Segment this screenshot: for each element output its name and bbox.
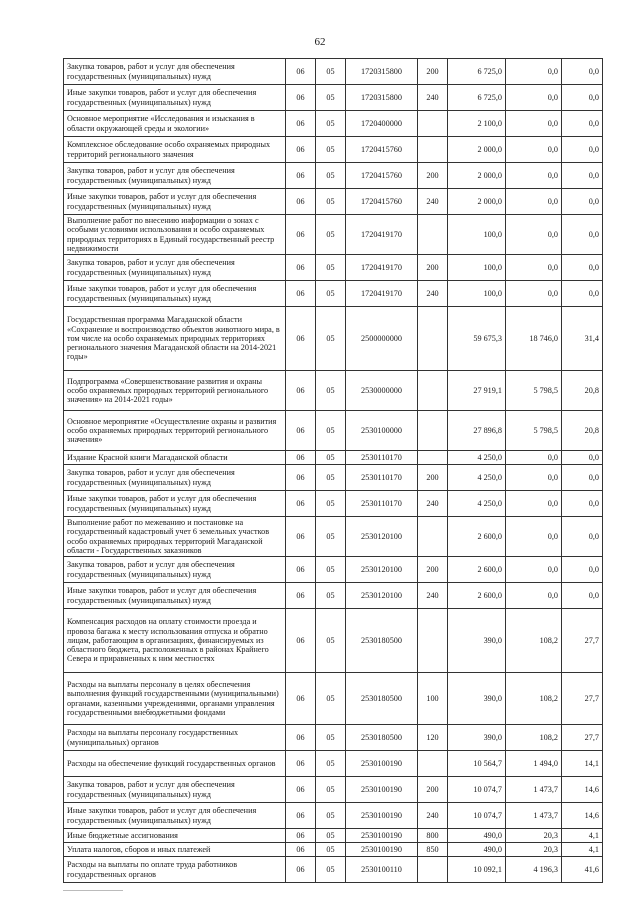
table-row: [64, 857, 603, 883]
expense-type-code: [418, 751, 448, 777]
target-article-code: 2530120100: [346, 557, 418, 583]
planned-amount: 390,0: [448, 673, 506, 725]
expense-type-code: [418, 371, 448, 411]
execution-percent: 0,0: [562, 189, 603, 215]
subsection-code: 05: [316, 451, 346, 465]
section-code: 06: [286, 59, 316, 85]
row-name: Подпрограмма «Совершенствование развития и охраны особо охраняемых природных территорий регионального значения» на 2014-2021 годы»: [64, 371, 286, 411]
expense-type-code: 200: [418, 557, 448, 583]
table-row: [64, 777, 603, 803]
execution-percent: 14,1: [562, 751, 603, 777]
execution-percent: 0,0: [562, 451, 603, 465]
executed-amount: 0,0: [506, 163, 562, 189]
expense-type-code: [418, 111, 448, 137]
row-name: Иные закупки товаров, работ и услуг для обеспечения государственных (муниципальных) нужд: [64, 189, 286, 215]
section-code: 06: [286, 751, 316, 777]
expense-type-code: 240: [418, 281, 448, 307]
table-row: [64, 189, 603, 215]
page-number: 62: [314, 36, 326, 48]
execution-percent: 27,7: [562, 725, 603, 751]
expense-type-code: 240: [418, 189, 448, 215]
footer-rule: [63, 890, 123, 891]
section-code: 06: [286, 857, 316, 883]
row-name: Иные бюджетные ассигнования: [64, 829, 286, 843]
expense-type-code: [418, 857, 448, 883]
execution-percent: 41,6: [562, 857, 603, 883]
planned-amount: 2 600,0: [448, 557, 506, 583]
planned-amount: 10 074,7: [448, 777, 506, 803]
target-article-code: 2530100190: [346, 843, 418, 857]
target-article-code: 1720415760: [346, 137, 418, 163]
table-row: [64, 803, 603, 829]
section-code: 06: [286, 609, 316, 673]
target-article-code: 2530180500: [346, 673, 418, 725]
execution-percent: 20,8: [562, 411, 603, 451]
table-row: [64, 829, 603, 843]
execution-percent: 20,8: [562, 371, 603, 411]
section-code: 06: [286, 411, 316, 451]
expense-type-code: 200: [418, 255, 448, 281]
row-name: Уплата налогов, сборов и иных платежей: [64, 843, 286, 857]
row-name: Компенсация расходов на оплату стоимости проезда и провоза багажа к месту использования отпуска и обратно лицам, работающим в организациях, финансируемых из областного бюджета, расположенных в районах Крайнего Севера и приравненных к ним местностях: [64, 609, 286, 673]
section-code: 06: [286, 281, 316, 307]
section-code: 06: [286, 465, 316, 491]
subsection-code: 05: [316, 777, 346, 803]
section-code: 06: [286, 777, 316, 803]
subsection-code: 05: [316, 215, 346, 255]
planned-amount: 490,0: [448, 829, 506, 843]
section-code: 06: [286, 255, 316, 281]
row-name: Расходы на выплаты персоналу государственных (муниципальных) органов: [64, 725, 286, 751]
section-code: 06: [286, 725, 316, 751]
target-article-code: 1720415760: [346, 163, 418, 189]
executed-amount: 0,0: [506, 85, 562, 111]
planned-amount: 100,0: [448, 215, 506, 255]
row-name: Выполнение работ по межеванию и постановке на государственный кадастровый учет 6 земельных участков особо охраняемых природных территорий Магаданской области - Государственных заказников: [64, 517, 286, 557]
executed-amount: 0,0: [506, 255, 562, 281]
planned-amount: 4 250,0: [448, 465, 506, 491]
planned-amount: 390,0: [448, 609, 506, 673]
execution-percent: 0,0: [562, 137, 603, 163]
target-article-code: 2530100110: [346, 857, 418, 883]
planned-amount: 4 250,0: [448, 491, 506, 517]
target-article-code: 2530180500: [346, 609, 418, 673]
expense-type-code: 200: [418, 777, 448, 803]
expense-type-code: 240: [418, 803, 448, 829]
table-row: [64, 725, 603, 751]
executed-amount: 5 798,5: [506, 371, 562, 411]
row-name: Государственная программа Магаданской области «Сохранение и воспроизводство объектов животного мира, в том числе на особо охраняемых природных территориях регионального значения Магаданской области на 2014-2021 годы»: [64, 307, 286, 371]
expense-type-code: [418, 137, 448, 163]
planned-amount: 27 919,1: [448, 371, 506, 411]
expense-type-code: [418, 451, 448, 465]
target-article-code: 1720419170: [346, 255, 418, 281]
subsection-code: 05: [316, 189, 346, 215]
subsection-code: 05: [316, 751, 346, 777]
executed-amount: 0,0: [506, 451, 562, 465]
planned-amount: 490,0: [448, 843, 506, 857]
executed-amount: 0,0: [506, 583, 562, 609]
planned-amount: 100,0: [448, 255, 506, 281]
target-article-code: 2530100190: [346, 777, 418, 803]
table-row: [64, 307, 603, 371]
table-row: [64, 215, 603, 255]
executed-amount: 0,0: [506, 111, 562, 137]
executed-amount: 0,0: [506, 491, 562, 517]
subsection-code: 05: [316, 843, 346, 857]
row-name: Закупка товаров, работ и услуг для обеспечения государственных (муниципальных) нужд: [64, 465, 286, 491]
target-article-code: 2530000000: [346, 371, 418, 411]
executed-amount: 0,0: [506, 517, 562, 557]
target-article-code: 1720415760: [346, 189, 418, 215]
section-code: 06: [286, 803, 316, 829]
subsection-code: 05: [316, 609, 346, 673]
expense-type-code: 240: [418, 583, 448, 609]
executed-amount: 0,0: [506, 465, 562, 491]
subsection-code: 05: [316, 857, 346, 883]
execution-percent: 0,0: [562, 557, 603, 583]
row-name: Комплексное обследование особо охраняемых природных территорий регионального значения: [64, 137, 286, 163]
planned-amount: 6 725,0: [448, 59, 506, 85]
section-code: 06: [286, 583, 316, 609]
subsection-code: 05: [316, 371, 346, 411]
table-row: [64, 583, 603, 609]
subsection-code: 05: [316, 829, 346, 843]
table-row: [64, 751, 603, 777]
planned-amount: 2 100,0: [448, 111, 506, 137]
target-article-code: 1720400000: [346, 111, 418, 137]
row-name: Закупка товаров, работ и услуг для обеспечения государственных (муниципальных) нужд: [64, 557, 286, 583]
executed-amount: 20,3: [506, 843, 562, 857]
table-row: [64, 85, 603, 111]
subsection-code: 05: [316, 111, 346, 137]
target-article-code: 2500000000: [346, 307, 418, 371]
table-row: [64, 255, 603, 281]
planned-amount: 6 725,0: [448, 85, 506, 111]
execution-percent: 0,0: [562, 517, 603, 557]
table-row: [64, 137, 603, 163]
planned-amount: 10 092,1: [448, 857, 506, 883]
execution-percent: 0,0: [562, 215, 603, 255]
target-article-code: 2530120100: [346, 583, 418, 609]
execution-percent: 0,0: [562, 255, 603, 281]
row-name: Иные закупки товаров, работ и услуг для обеспечения государственных (муниципальных) нужд: [64, 281, 286, 307]
executed-amount: 18 746,0: [506, 307, 562, 371]
executed-amount: 108,2: [506, 673, 562, 725]
section-code: 06: [286, 517, 316, 557]
table-row: [64, 491, 603, 517]
expense-type-code: 240: [418, 491, 448, 517]
expense-type-code: [418, 411, 448, 451]
table-row: [64, 557, 603, 583]
table-row: [64, 411, 603, 451]
section-code: 06: [286, 137, 316, 163]
section-code: 06: [286, 491, 316, 517]
execution-percent: 4,1: [562, 829, 603, 843]
target-article-code: 2530110170: [346, 491, 418, 517]
row-name: Иные закупки товаров, работ и услуг для обеспечения государственных (муниципальных) нужд: [64, 491, 286, 517]
execution-percent: 31,4: [562, 307, 603, 371]
target-article-code: 1720419170: [346, 215, 418, 255]
table-row: [64, 843, 603, 857]
planned-amount: 2 000,0: [448, 163, 506, 189]
budget-table: [63, 58, 603, 883]
executed-amount: 5 798,5: [506, 411, 562, 451]
row-name: Иные закупки товаров, работ и услуг для обеспечения государственных (муниципальных) нужд: [64, 583, 286, 609]
executed-amount: 0,0: [506, 281, 562, 307]
planned-amount: 10 564,7: [448, 751, 506, 777]
row-name: Закупка товаров, работ и услуг для обеспечения государственных (муниципальных) нужд: [64, 163, 286, 189]
execution-percent: 0,0: [562, 59, 603, 85]
subsection-code: 05: [316, 59, 346, 85]
expense-type-code: 200: [418, 163, 448, 189]
subsection-code: 05: [316, 465, 346, 491]
execution-percent: 0,0: [562, 465, 603, 491]
table-row: [64, 465, 603, 491]
table-row: [64, 517, 603, 557]
execution-percent: 0,0: [562, 163, 603, 189]
row-name: Закупка товаров, работ и услуг для обеспечения государственных (муниципальных) нужд: [64, 255, 286, 281]
table-row: [64, 59, 603, 85]
expense-type-code: 200: [418, 465, 448, 491]
expense-type-code: 240: [418, 85, 448, 111]
expense-type-code: 850: [418, 843, 448, 857]
table-row: [64, 371, 603, 411]
executed-amount: 108,2: [506, 725, 562, 751]
execution-percent: 0,0: [562, 583, 603, 609]
expense-type-code: 200: [418, 59, 448, 85]
row-name: Закупка товаров, работ и услуг для обеспечения государственных (муниципальных) нужд: [64, 777, 286, 803]
section-code: 06: [286, 829, 316, 843]
row-name: Выполнение работ по внесению информации о зонах с особыми условиями использования и особо охраняемых природных территориях в Единый государственный реестр недвижимости: [64, 215, 286, 255]
row-name: Расходы на выплаты по оплате труда работников государственных органов: [64, 857, 286, 883]
executed-amount: 0,0: [506, 59, 562, 85]
planned-amount: 10 074,7: [448, 803, 506, 829]
executed-amount: 4 196,3: [506, 857, 562, 883]
planned-amount: 59 675,3: [448, 307, 506, 371]
subsection-code: 05: [316, 411, 346, 451]
section-code: 06: [286, 557, 316, 583]
expense-type-code: [418, 609, 448, 673]
execution-percent: 14,6: [562, 777, 603, 803]
expense-type-code: 100: [418, 673, 448, 725]
planned-amount: 2 000,0: [448, 137, 506, 163]
row-name: Основное мероприятие «Исследования и изыскания в области окружающей среды и экологии»: [64, 111, 286, 137]
section-code: 06: [286, 843, 316, 857]
executed-amount: 20,3: [506, 829, 562, 843]
planned-amount: 2 000,0: [448, 189, 506, 215]
execution-percent: 27,7: [562, 673, 603, 725]
planned-amount: 2 600,0: [448, 517, 506, 557]
planned-amount: 2 600,0: [448, 583, 506, 609]
execution-percent: 0,0: [562, 111, 603, 137]
expense-type-code: 120: [418, 725, 448, 751]
section-code: 06: [286, 189, 316, 215]
section-code: 06: [286, 371, 316, 411]
executed-amount: 1 473,7: [506, 777, 562, 803]
subsection-code: 05: [316, 163, 346, 189]
row-name: Издание Красной книги Магаданской области: [64, 451, 286, 465]
subsection-code: 05: [316, 557, 346, 583]
subsection-code: 05: [316, 255, 346, 281]
subsection-code: 05: [316, 85, 346, 111]
executed-amount: 108,2: [506, 609, 562, 673]
executed-amount: 0,0: [506, 189, 562, 215]
target-article-code: 1720315800: [346, 85, 418, 111]
target-article-code: 1720315800: [346, 59, 418, 85]
subsection-code: 05: [316, 491, 346, 517]
row-name: Закупка товаров, работ и услуг для обеспечения государственных (муниципальных) нужд: [64, 59, 286, 85]
target-article-code: 2530110170: [346, 465, 418, 491]
execution-percent: 27,7: [562, 609, 603, 673]
section-code: 06: [286, 307, 316, 371]
table-row: [64, 111, 603, 137]
expense-type-code: 800: [418, 829, 448, 843]
section-code: 06: [286, 673, 316, 725]
subsection-code: 05: [316, 673, 346, 725]
subsection-code: 05: [316, 517, 346, 557]
subsection-code: 05: [316, 583, 346, 609]
subsection-code: 05: [316, 137, 346, 163]
table-row: [64, 673, 603, 725]
section-code: 06: [286, 451, 316, 465]
executed-amount: 1 494,0: [506, 751, 562, 777]
target-article-code: 2530100190: [346, 803, 418, 829]
row-name: Иные закупки товаров, работ и услуг для обеспечения государственных (муниципальных) нужд: [64, 85, 286, 111]
expense-type-code: [418, 215, 448, 255]
target-article-code: 2530180500: [346, 725, 418, 751]
table-row: [64, 451, 603, 465]
section-code: 06: [286, 111, 316, 137]
target-article-code: 2530100190: [346, 751, 418, 777]
row-name: Расходы на обеспечение функций государственных органов: [64, 751, 286, 777]
target-article-code: 2530110170: [346, 451, 418, 465]
execution-percent: 0,0: [562, 281, 603, 307]
executed-amount: 0,0: [506, 557, 562, 583]
row-name: Расходы на выплаты персоналу в целях обеспечения выполнения функций государственными (муниципальными) органами, казенными учреждениями, органами управления государственными внебюджетными фондами: [64, 673, 286, 725]
subsection-code: 05: [316, 803, 346, 829]
target-article-code: 2530120100: [346, 517, 418, 557]
expense-type-code: [418, 307, 448, 371]
executed-amount: 1 473,7: [506, 803, 562, 829]
target-article-code: 1720419170: [346, 281, 418, 307]
subsection-code: 05: [316, 307, 346, 371]
planned-amount: 390,0: [448, 725, 506, 751]
target-article-code: 2530100000: [346, 411, 418, 451]
execution-percent: 0,0: [562, 491, 603, 517]
subsection-code: 05: [316, 725, 346, 751]
table-row: [64, 609, 603, 673]
executed-amount: 0,0: [506, 137, 562, 163]
table-row: [64, 281, 603, 307]
execution-percent: 0,0: [562, 85, 603, 111]
section-code: 06: [286, 85, 316, 111]
execution-percent: 14,6: [562, 803, 603, 829]
planned-amount: 27 896,8: [448, 411, 506, 451]
row-name: Иные закупки товаров, работ и услуг для обеспечения государственных (муниципальных) нужд: [64, 803, 286, 829]
target-article-code: 2530100190: [346, 829, 418, 843]
planned-amount: 100,0: [448, 281, 506, 307]
section-code: 06: [286, 215, 316, 255]
executed-amount: 0,0: [506, 215, 562, 255]
table-row: [64, 163, 603, 189]
row-name: Основное мероприятие «Осуществление охраны и развития особо охраняемых природных территорий регионального значения»: [64, 411, 286, 451]
expense-type-code: [418, 517, 448, 557]
section-code: 06: [286, 163, 316, 189]
subsection-code: 05: [316, 281, 346, 307]
execution-percent: 4,1: [562, 843, 603, 857]
planned-amount: 4 250,0: [448, 451, 506, 465]
